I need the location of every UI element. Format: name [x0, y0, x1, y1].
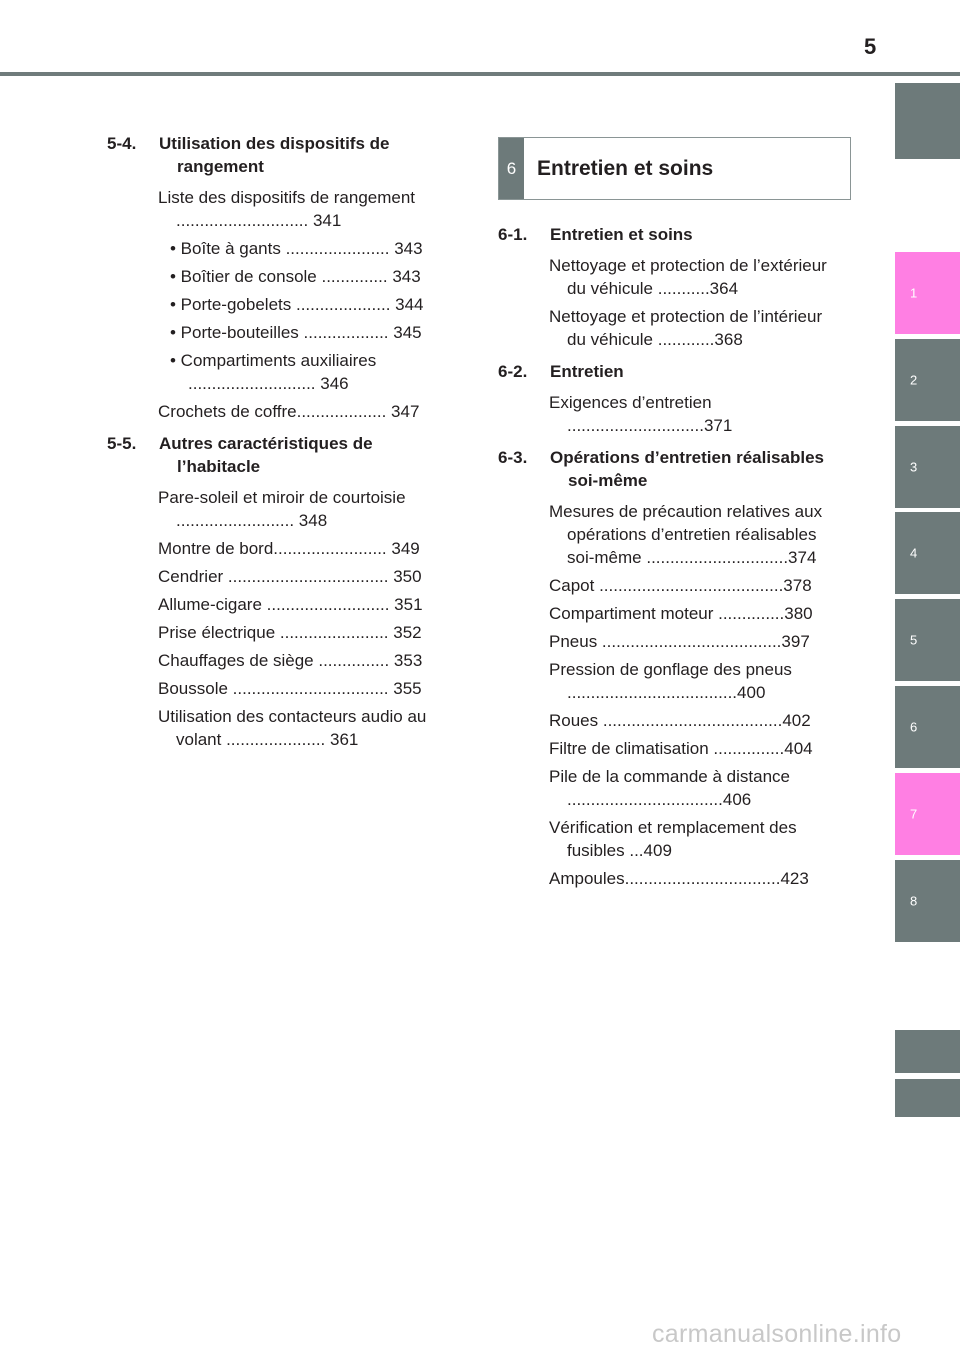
- toc-entry[interactable]: • Porte-bouteilles .................. 345: [170, 323, 422, 342]
- toc-entry[interactable]: • Compartiments auxiliaires ........................... 346: [170, 351, 377, 393]
- toc-entry[interactable]: Boussole ................................. 355: [158, 679, 422, 698]
- toc-entry[interactable]: Chauffages de siège ............... 353: [158, 651, 423, 670]
- toc-entry[interactable]: Ampoules.................................423: [549, 869, 809, 888]
- toc-entry[interactable]: Pression de gonflage des pneus ....................................400: [549, 660, 792, 702]
- header-rule: [0, 72, 960, 76]
- tab-label: 6: [910, 719, 918, 735]
- chapter-tab-6[interactable]: [895, 686, 960, 768]
- toc-entry[interactable]: Roues ......................................402: [549, 711, 811, 730]
- section-heading-6-1: [498, 223, 843, 246]
- section-heading-5-4: [107, 132, 452, 178]
- toc-entry[interactable]: Mesures de précaution relatives aux opérations d’entretien réalisables soi-même ..............................374: [549, 502, 823, 567]
- section-number: 6-2.: [498, 362, 528, 381]
- toc-entry[interactable]: Compartiment moteur ..............380: [549, 604, 813, 623]
- chapter-tab-4[interactable]: [895, 512, 960, 594]
- section-heading-6-3: [498, 446, 843, 492]
- toc-entry[interactable]: • Porte-gobelets .................... 344: [170, 295, 424, 314]
- toc-entry[interactable]: Vérification et remplacement des fusibles ...409: [549, 818, 797, 860]
- toc-left-column: [107, 132, 452, 756]
- toc-entry[interactable]: Liste des dispositifs de rangement ............................ 341: [158, 188, 416, 230]
- toc-entry[interactable]: Nettoyage et protection de l’intérieur du véhicule ............368: [549, 307, 823, 349]
- toc-entry[interactable]: Cendrier .................................. 350: [158, 567, 422, 586]
- section-title: Autres caractéristiques de l’habitacle: [159, 434, 373, 476]
- chapter-number: 6: [499, 138, 524, 199]
- section-title: Utilisation des dispositifs de rangement: [159, 134, 390, 176]
- toc-entry[interactable]: Prise électrique ....................... 352: [158, 623, 422, 642]
- chapter-tab-1[interactable]: [895, 252, 960, 334]
- tab-label: 2: [910, 372, 918, 388]
- toc-entry[interactable]: Montre de bord........................ 349: [158, 539, 420, 558]
- section-heading-5-5: [107, 432, 452, 478]
- section-number: 5-4.: [107, 134, 137, 153]
- toc-entry[interactable]: Utilisation des contacteurs audio au volant ..................... 361: [158, 707, 427, 749]
- section-title: Opérations d’entretien réalisables soi-même: [550, 448, 824, 490]
- chapter-tab-7[interactable]: [895, 773, 960, 855]
- chapter-tab-3[interactable]: [895, 426, 960, 508]
- watermark: carmanualsonline.info: [652, 1320, 902, 1348]
- toc-entry[interactable]: Filtre de climatisation ...............404: [549, 739, 813, 758]
- chapter-tab-blank-top[interactable]: [895, 83, 960, 159]
- section-heading-6-2: [498, 360, 843, 383]
- chapter-tab-8[interactable]: [895, 860, 960, 942]
- chapter-tab-5[interactable]: [895, 599, 960, 681]
- chapter-tab-blank-2[interactable]: [895, 1079, 960, 1117]
- section-title: Entretien: [550, 362, 624, 381]
- section-number: 6-1.: [498, 225, 528, 244]
- tab-label: 4: [910, 545, 918, 561]
- tab-label: 7: [910, 806, 918, 822]
- toc-entry[interactable]: Pare-soleil et miroir de courtoisie ......................... 348: [158, 488, 406, 530]
- toc-entry[interactable]: Pile de la commande à distance .................................406: [549, 767, 790, 809]
- toc-right-column: [498, 223, 843, 895]
- toc-entry[interactable]: Allume-cigare .......................... 351: [158, 595, 423, 614]
- toc-entry[interactable]: Crochets de coffre................... 347: [158, 402, 420, 421]
- toc-entry[interactable]: Capot .......................................378: [549, 576, 812, 595]
- toc-entry[interactable]: • Boîtier de console .............. 343: [170, 267, 421, 286]
- page-number: 5: [864, 34, 877, 59]
- section-number: 5-5.: [107, 434, 137, 453]
- toc-entry[interactable]: Nettoyage et protection de l’extérieur du véhicule ...........364: [549, 256, 827, 298]
- tab-label: 5: [910, 632, 918, 648]
- chapter-tab-blank-1[interactable]: [895, 1030, 960, 1073]
- tab-label: 1: [910, 285, 918, 301]
- toc-entry[interactable]: Exigences d’entretien .............................371: [549, 393, 733, 435]
- tab-label: 3: [910, 459, 918, 475]
- tab-label: 8: [910, 893, 918, 909]
- toc-entry[interactable]: • Boîte à gants ...................... 343: [170, 239, 423, 258]
- toc-entry[interactable]: Pneus ......................................397: [549, 632, 810, 651]
- section-number: 6-3.: [498, 448, 528, 467]
- chapter-title: Entretien et soins: [537, 156, 714, 180]
- chapter-header: [498, 137, 851, 200]
- chapter-tab-2[interactable]: [895, 339, 960, 421]
- section-title: Entretien et soins: [550, 225, 693, 244]
